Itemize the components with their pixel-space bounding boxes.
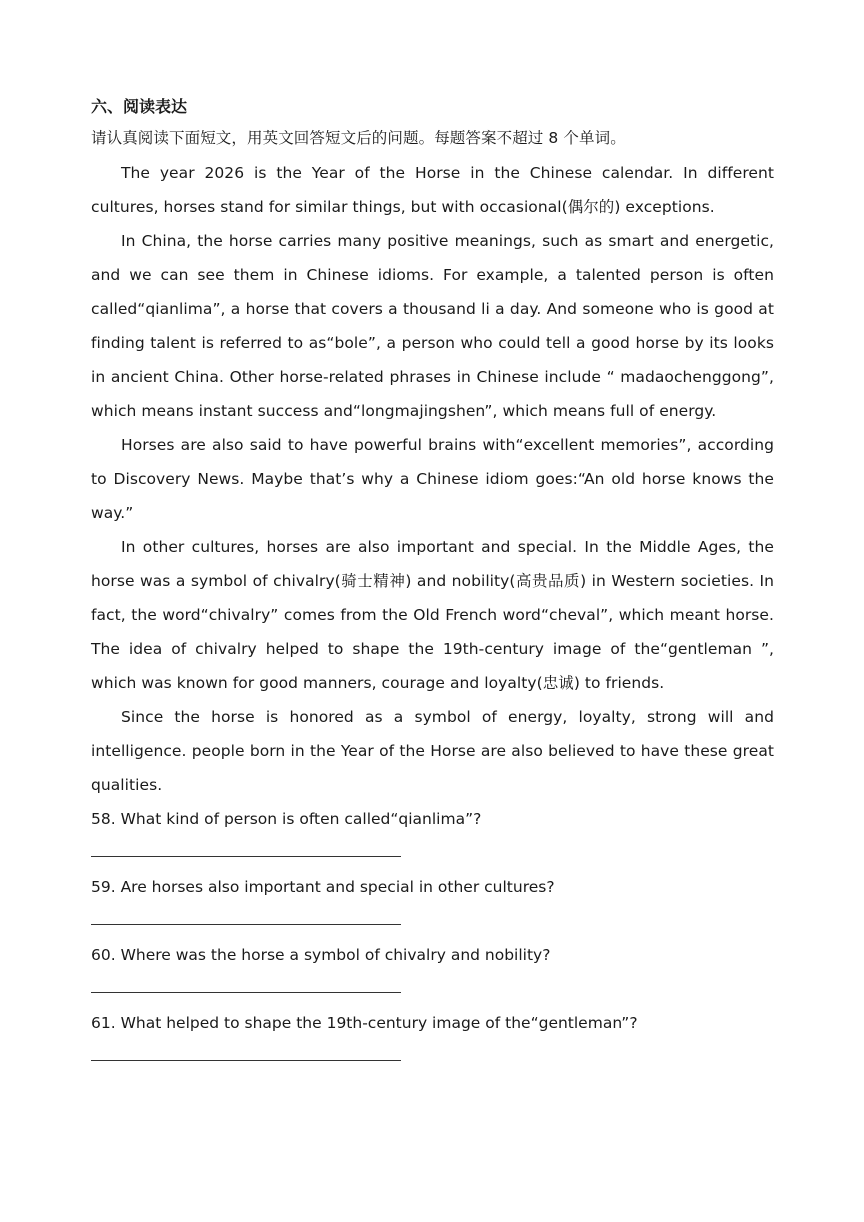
reading-passage [91,156,774,802]
passage-paragraph: In China, the horse carries many positive meanings, such as smart and energetic, and we can see them in Chinese idioms. For example, a talented person is often called“qianlima”, a horse that covers a thousand li a day. And someone who is good at finding talent is referred to as“bole”, a person who could tell a good horse by its looks in ancient China. Other horse-related phrases in Chinese include “ madaochenggong”, which means instant success and“longmajingshen”, which means full of energy. [91,232,774,420]
question-59: 59. Are horses also important and special in other cultures? [91,878,555,896]
question-61: 61. What helped to shape the 19th-century image of the“gentleman”? [91,1014,638,1032]
answer-line-58[interactable] [91,836,401,870]
passage-paragraph: Since the horse is honored as a symbol of energy, loyalty, strong will and intelligence. people born in the Year of the Horse are also believed to have these great qualities. [91,708,774,794]
section-heading: 六、阅读表达 [91,97,188,116]
passage-paragraph: The year 2026 is the Year of the Horse in the Chinese calendar. In different cultures, horses stand for similar things, but with occasional(偶尔的) exceptions. [91,164,774,216]
answer-line-59[interactable] [91,904,401,938]
passage-paragraph: In other cultures, horses are also important and special. In the Middle Ages, the horse was a symbol of chivalry(骑士精神) and nobility(高贵品质) in Western societies. In fact, the word“chivalry” comes from the Old French word“cheval”, which meant horse. The idea of chivalry helped to shape the 19th-century image of the“gentleman ”, which was known for good manners, courage and loyalty(忠诚) to friends. [91,538,774,692]
instruction-text: 请认真阅读下面短文，用英文回答短文后的问题。每题答案不超过 8 个单词。 [91,129,626,147]
question-60: 60. Where was the horse a symbol of chivalry and nobility? [91,946,551,964]
question-list [91,802,774,1074]
passage-paragraph: Horses are also said to have powerful brains with“excellent memories”, according to Discovery News. Maybe that’s why a Chinese idiom goes:“An old horse knows the way.” [91,436,774,522]
question-58: 58. What kind of person is often called“qianlima”? [91,810,482,828]
answer-line-60[interactable] [91,972,401,1006]
reading-section [91,92,774,1074]
answer-line-61[interactable] [91,1040,401,1074]
